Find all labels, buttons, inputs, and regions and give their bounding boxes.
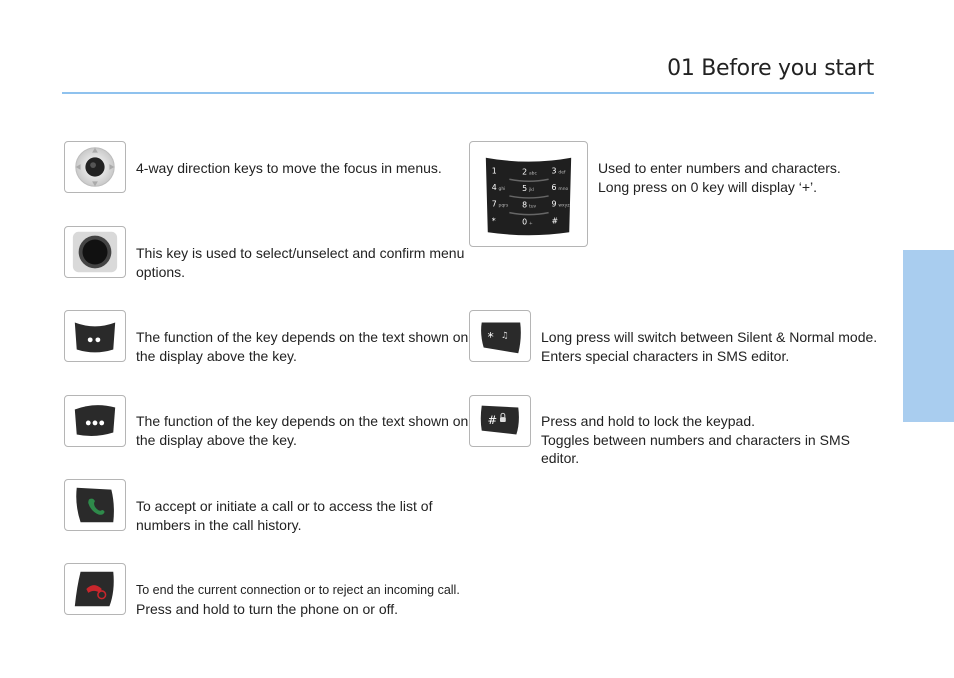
keypad-sub-0: + <box>528 221 533 227</box>
hash-key-icon <box>469 395 531 447</box>
page-title: 01 Before you start <box>667 56 874 81</box>
keypad-0: 0 <box>522 217 528 227</box>
keypad-sub-4: ghi <box>498 187 506 193</box>
keypad-2: 2 <box>522 167 528 177</box>
keypad-7: 7 <box>491 199 497 209</box>
keypad-6: 6 <box>551 183 557 193</box>
chapter-side-tab <box>903 250 954 422</box>
left-soft-key-description: The function of the key depends on the text shown on the display above the key. <box>136 329 469 364</box>
right-soft-key-description: The function of the key depends on the text shown on the display above the key. <box>136 413 469 448</box>
keypad-3: 3 <box>551 166 557 176</box>
hash-key-description: Press and hold to lock the keypad. Toggles between numbers and characters in SMS editor. <box>541 413 850 466</box>
keypad-5: 5 <box>522 184 528 194</box>
svg-text:#: # <box>487 412 498 427</box>
keypad-9: 9 <box>551 199 557 209</box>
keypad-sub-5: jkl <box>528 188 535 194</box>
keypad-hash: # <box>551 216 559 226</box>
keypad-sub-3: def <box>558 170 566 176</box>
keypad-sub-8: tuv <box>528 204 537 210</box>
title-divider <box>62 92 874 94</box>
numeric-keypad-icon <box>469 141 588 247</box>
ok-key-icon <box>64 226 126 278</box>
svg-text:♫: ♫ <box>500 330 509 341</box>
nav-key-icon <box>64 141 126 193</box>
end-key-icon <box>64 563 126 615</box>
keypad-sub-2: abc <box>528 171 537 177</box>
keypad-8: 8 <box>522 200 528 210</box>
keypad-sub-1 <box>499 170 500 175</box>
keypad-1: 1 <box>491 166 497 176</box>
nav-key-description: 4-way direction keys to move the focus in menus. <box>136 160 442 176</box>
call-key-icon <box>64 479 126 531</box>
keypad-sub-7: pqrs <box>498 203 509 209</box>
ok-key-description: This key is used to select/unselect and confirm menu options. <box>136 245 465 280</box>
numeric-keypad-description: Used to enter numbers and characters. Long press on 0 key will display ‘+’. <box>598 160 841 195</box>
star-key-icon <box>469 310 531 362</box>
right-soft-key-icon <box>64 395 126 447</box>
keypad-sub-6: mno <box>558 187 569 193</box>
keypad-sub-9: wxyz <box>558 203 570 209</box>
star-key-description: Long press will switch between Silent & Normal mode. Enters special characters in SMS editor. <box>541 329 878 364</box>
left-soft-key-icon <box>64 310 126 362</box>
keypad-4: 4 <box>491 183 497 193</box>
keypad-star: * <box>491 216 496 226</box>
call-key-description: To accept or initiate a call or to access the list of numbers in the call history. <box>136 498 433 533</box>
end-key-description: To end the current connection or to reject an incoming call. Press and hold to turn the phone on or off. <box>136 583 460 617</box>
svg-text:*: * <box>487 328 494 344</box>
